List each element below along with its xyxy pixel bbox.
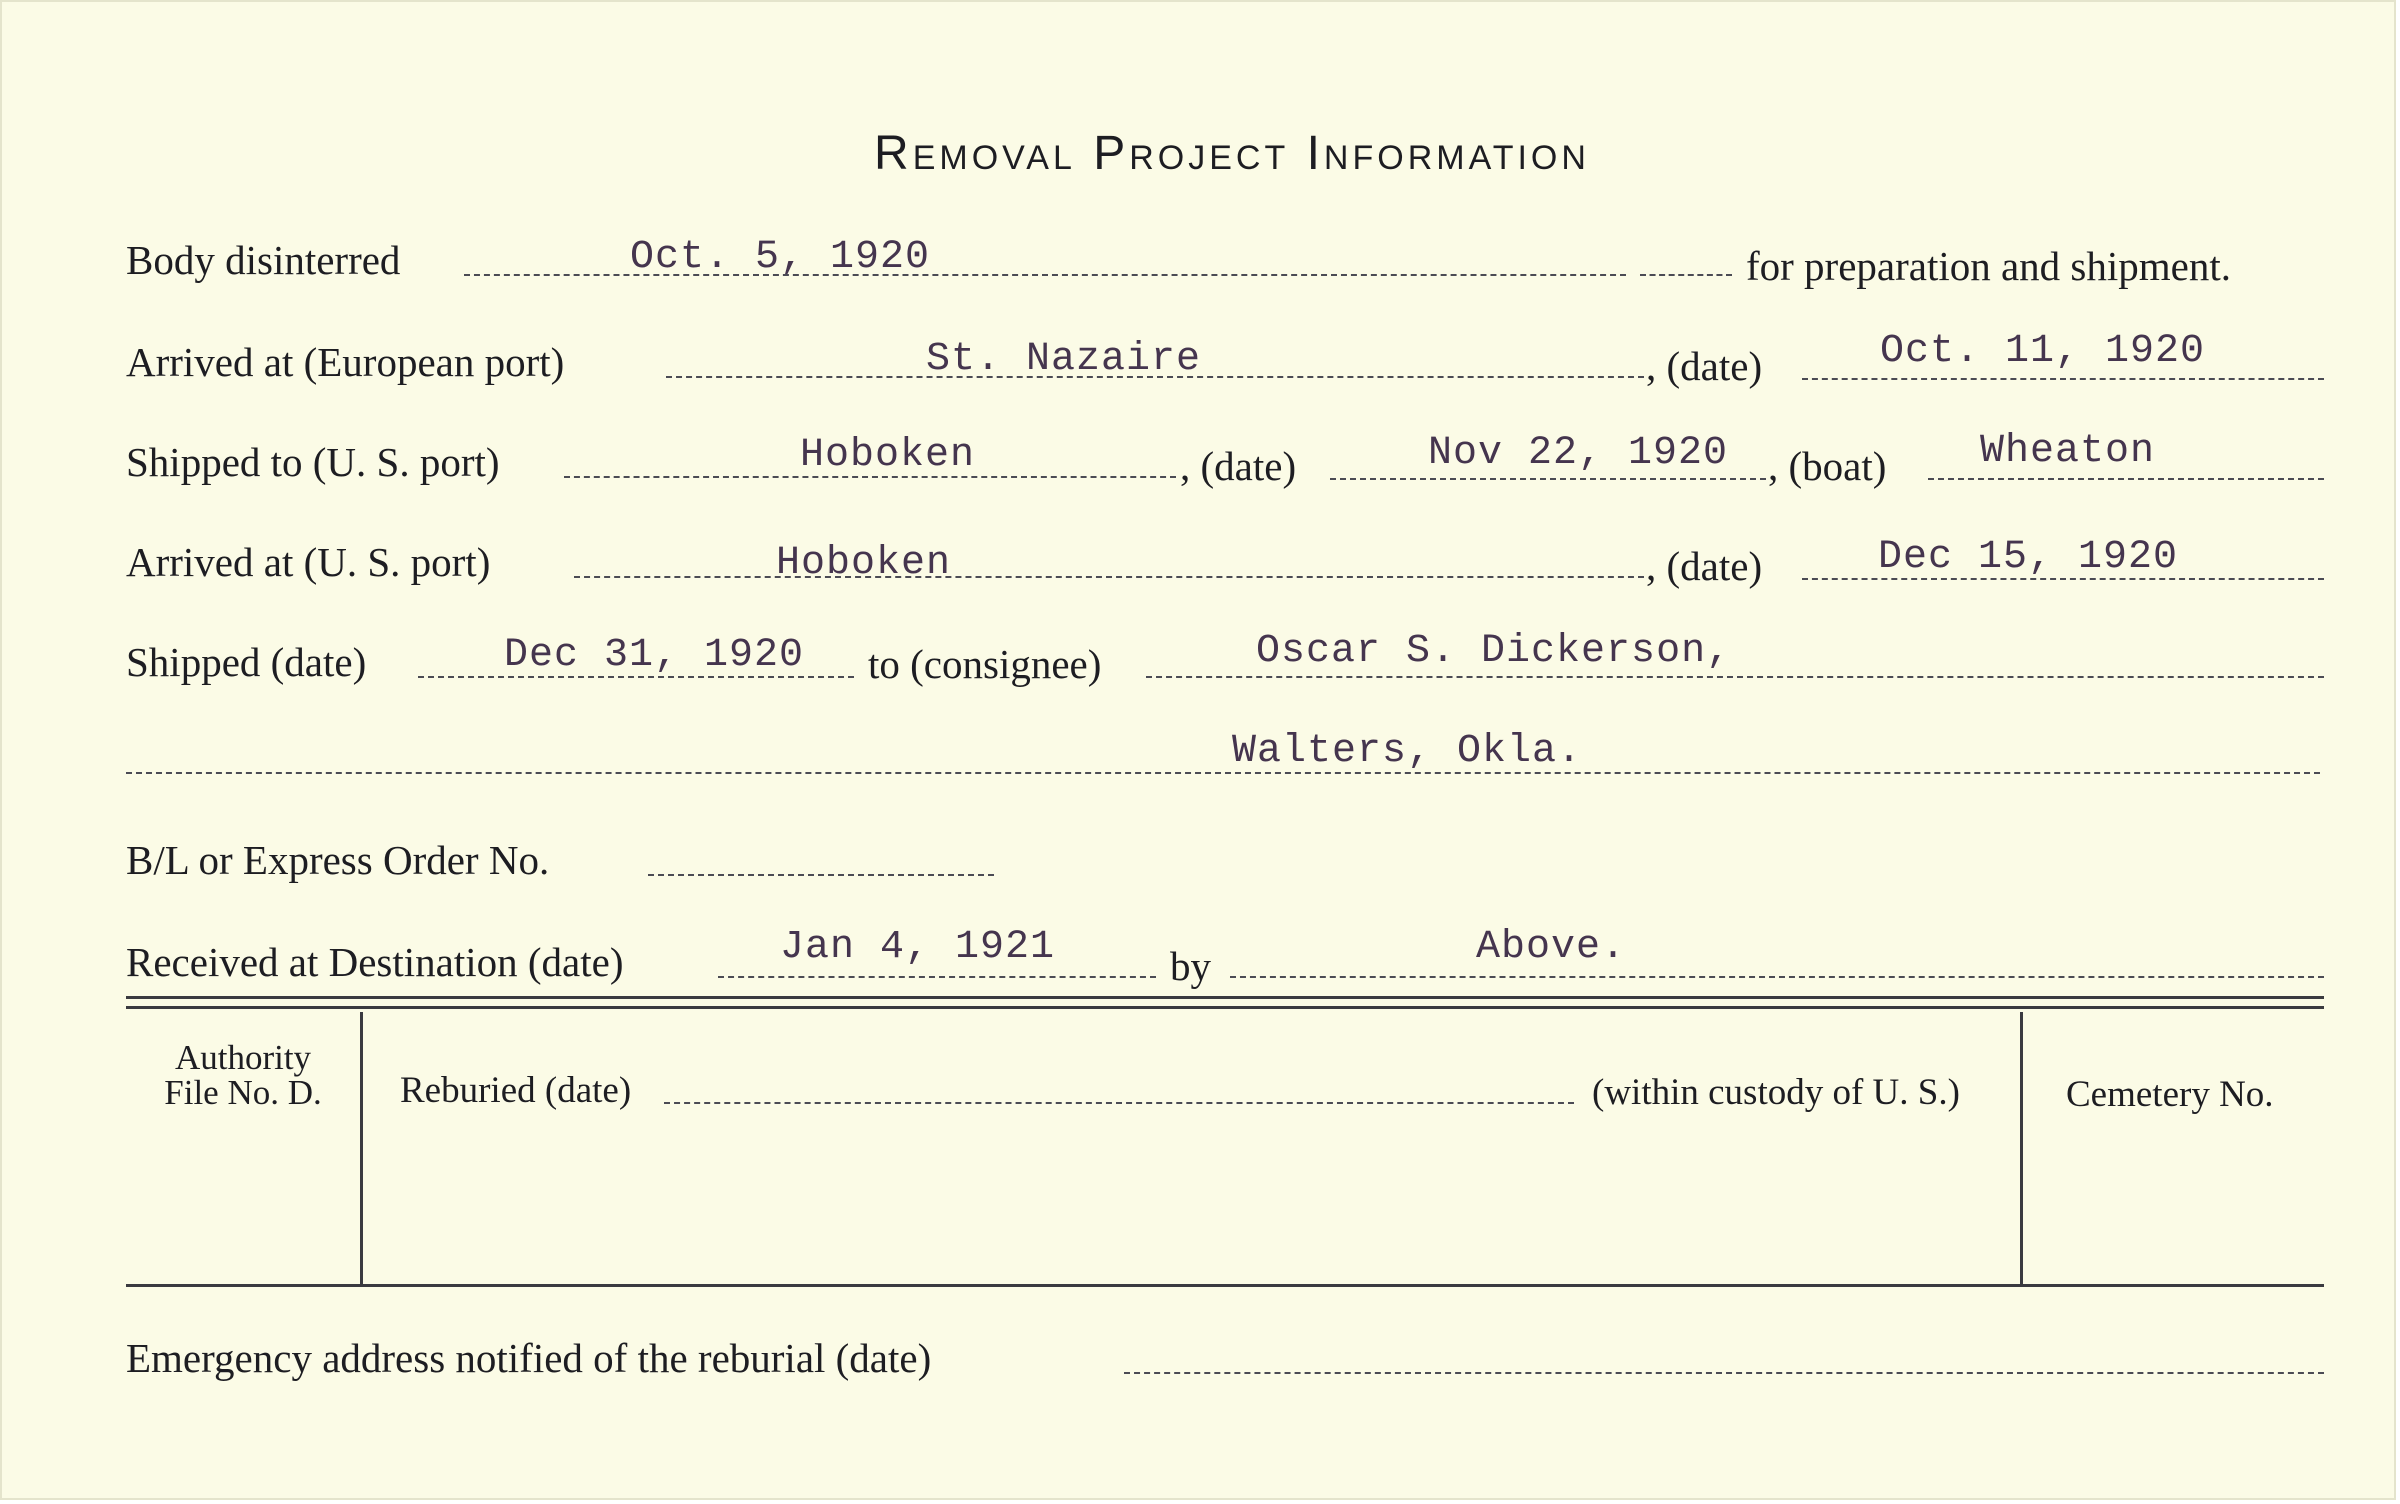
disinterred-value: Oct. 5, 1920 bbox=[630, 235, 931, 280]
consignee-value: Oscar S. Dickerson, bbox=[1256, 629, 1732, 674]
disinterred-line-tail bbox=[1640, 274, 1732, 276]
consignee-line bbox=[1146, 676, 2324, 678]
section-rule-top bbox=[126, 996, 2324, 999]
shipped-us-boat-line bbox=[1928, 478, 2324, 480]
reburied-suffix: (within custody of U. S.) bbox=[1592, 1072, 1960, 1113]
authority-line-1: Authority bbox=[174, 1038, 312, 1077]
received-date-line bbox=[718, 976, 1156, 978]
bl-order-line bbox=[648, 874, 994, 876]
arrived-european-date-value: Oct. 11, 1920 bbox=[1880, 329, 2206, 374]
received-by-line bbox=[1230, 976, 2324, 978]
consignee-line2-value: Walters, Okla. bbox=[1232, 729, 1583, 774]
consignee-label: to (consignee) bbox=[868, 641, 1102, 687]
arrived-european-date-label: , (date) bbox=[1646, 343, 1763, 389]
arrived-european-value: St. Nazaire bbox=[926, 337, 1202, 382]
cemetery-divider bbox=[2020, 1012, 2023, 1284]
bl-order-label: B/L or Express Order No. bbox=[126, 837, 550, 883]
arrived-european-date-line bbox=[1802, 378, 2324, 380]
consignee-line-2 bbox=[126, 772, 2320, 774]
arrived-us-date-value: Dec 15, 1920 bbox=[1878, 535, 2179, 580]
emergency-label: Emergency address notified of the reburial (date) bbox=[126, 1335, 932, 1381]
form-title: Removal Project Information bbox=[874, 127, 1590, 180]
authority-block bbox=[126, 1040, 360, 1110]
cemetery-label: Cemetery No. bbox=[2066, 1074, 2274, 1115]
shipped-us-date-value: Nov 22, 1920 bbox=[1428, 431, 1729, 476]
received-by-value: Above. bbox=[1476, 925, 1627, 970]
arrived-us-line bbox=[574, 576, 1644, 578]
shipped-date-value: Dec 31, 1920 bbox=[504, 633, 805, 678]
shipped-us-label: Shipped to (U. S. port) bbox=[126, 439, 500, 485]
shipped-date-label: Shipped (date) bbox=[126, 639, 367, 685]
authority-divider bbox=[360, 1012, 363, 1284]
received-by-label: by bbox=[1170, 943, 1211, 989]
emergency-line bbox=[1124, 1372, 2324, 1374]
shipped-us-boat-value: Wheaton bbox=[1980, 429, 2156, 474]
arrived-us-label: Arrived at (U. S. port) bbox=[126, 539, 491, 585]
shipped-us-date-line bbox=[1330, 478, 1766, 480]
arrived-us-date-label: , (date) bbox=[1646, 543, 1763, 589]
arrived-european-label: Arrived at (European port) bbox=[126, 339, 565, 385]
box-bottom-rule bbox=[126, 1284, 2324, 1287]
section-rule-bottom bbox=[126, 1006, 2324, 1009]
shipped-us-value: Hoboken bbox=[800, 433, 976, 478]
disinterred-suffix: for preparation and shipment. bbox=[1746, 243, 2232, 289]
disinterred-label: Body disinterred bbox=[126, 237, 401, 283]
reburied-line bbox=[664, 1102, 1574, 1104]
arrived-us-value: Hoboken bbox=[776, 541, 952, 586]
received-label: Received at Destination (date) bbox=[126, 939, 624, 985]
shipped-us-date-label: , (date) bbox=[1180, 443, 1297, 489]
reburied-label: Reburied (date) bbox=[400, 1070, 632, 1111]
received-date-value: Jan 4, 1921 bbox=[780, 925, 1056, 970]
authority-line-2: File No. D. bbox=[164, 1073, 322, 1112]
shipped-us-boat-label: , (boat) bbox=[1768, 443, 1887, 489]
